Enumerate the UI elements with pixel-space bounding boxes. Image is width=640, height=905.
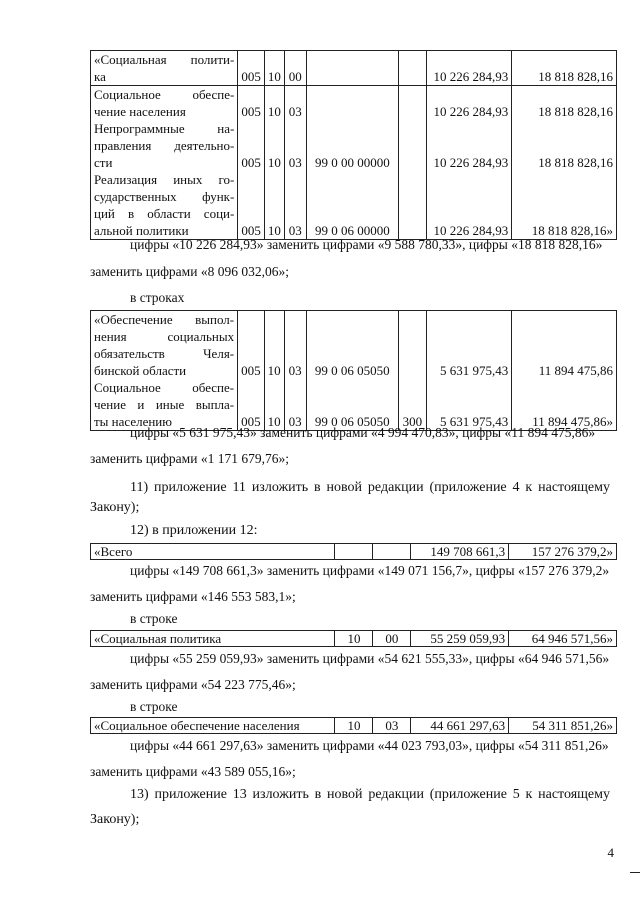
table-row: Социальное обеспе- чение населения 005 10 03 10 226 284,93 18 818 828,16 xyxy=(91,86,617,121)
item-11-text-cont: Закону); xyxy=(90,500,140,515)
budget-table-2 xyxy=(90,310,617,431)
item-12-heading: 12) в приложении 12: xyxy=(130,523,258,538)
row-name-cell: Социальное обеспе- чение населения xyxy=(91,86,238,121)
table-row: «Всего 149 708 661,3 157 276 379,2» xyxy=(91,544,617,560)
row-name-cell: Реализация иных го- сударственных функ- ций в области соци- альной политики xyxy=(91,171,238,240)
change-text-line: заменить цифрами «146 553 583,1»; xyxy=(90,589,296,604)
table-row: «Социальная полити- ка 005 10 00 10 226 284,93 18 818 828,16 xyxy=(91,51,617,86)
change-text-line: заменить цифрами «8 096 032,06»; xyxy=(90,264,289,279)
change-text-line: цифры «149 708 661,3» заменить цифрами «149 071 156,7», цифры «157 276 379,2» xyxy=(130,563,610,578)
table-row: Социальное обеспе- чение и иные выпла- ты населению 005 10 03 99 0 06 05050 300 5 631 975,43 11 894 475,86» xyxy=(91,379,617,431)
table-row: Непрограммные на- правления деятельно- сти 005 10 03 99 0 00 00000 10 226 284,93 18 818 828,16 xyxy=(91,120,617,171)
section-label: в строке xyxy=(130,611,178,626)
social-policy-row-table xyxy=(90,630,617,647)
row-name-cell: Непрограммные на- правления деятельно- сти xyxy=(91,120,238,171)
change-text-line: цифры «55 259 059,93» заменить цифрами «54 621 555,33», цифры «64 946 571,56» xyxy=(130,651,610,666)
row-name-cell: «Обеспечение выпол- нения социальных обязательств Челя- бинской области xyxy=(91,311,238,380)
page-number: 4 xyxy=(607,845,614,860)
change-text-line: цифры «5 631 975,43» заменить цифрами «4 994 470,83», цифры «11 894 475,86» xyxy=(130,425,596,440)
section-label: в строках xyxy=(130,290,185,305)
total-row-table xyxy=(90,543,617,560)
item-13-text-cont: Закону); xyxy=(90,812,140,827)
table-row: «Социальное обеспечение населения 10 03 44 661 297,63 54 311 851,26» xyxy=(91,718,617,734)
change-text-line: цифры «44 661 297,63» заменить цифрами «44 023 793,03», цифры «54 311 851,26» xyxy=(130,738,609,753)
change-text-line: заменить цифрами «1 171 679,76»; xyxy=(90,451,289,466)
change-text-line: цифры «10 226 284,93» заменить цифрами «9 588 780,33», цифры «18 818 828,16» xyxy=(130,237,603,252)
change-text-line: заменить цифрами «54 223 775,46»; xyxy=(90,677,296,692)
table-row: Реализация иных го- сударственных функ- ций в области соци- альной политики 005 10 03 99 0 06 00000 10 226 284,93 18 818 828,16» xyxy=(91,171,617,240)
row-name-cell: Социальное обеспе- чение и иные выпла- ты населению xyxy=(91,379,238,431)
edge-mark xyxy=(630,872,640,873)
social-provision-row-table xyxy=(90,717,617,734)
budget-table-1 xyxy=(90,50,617,240)
table-row: «Обеспечение выпол- нения социальных обязательств Челя- бинской области 005 10 03 99 0 06 05050 5 631 975,43 11 894 475,86 xyxy=(91,311,617,380)
row-name-cell: «Социальная полити- ка xyxy=(91,51,238,86)
item-13-text: 13) приложение 13 изложить в новой редакции (приложение 5 к настоящему xyxy=(130,787,610,802)
table-row: «Социальная политика 10 00 55 259 059,93 64 946 571,56» xyxy=(91,631,617,647)
item-11-text: 11) приложение 11 изложить в новой редакции (приложение 4 к настоящему xyxy=(130,480,610,495)
section-label: в строке xyxy=(130,699,178,714)
change-text-line: заменить цифрами «43 589 055,16»; xyxy=(90,764,296,779)
